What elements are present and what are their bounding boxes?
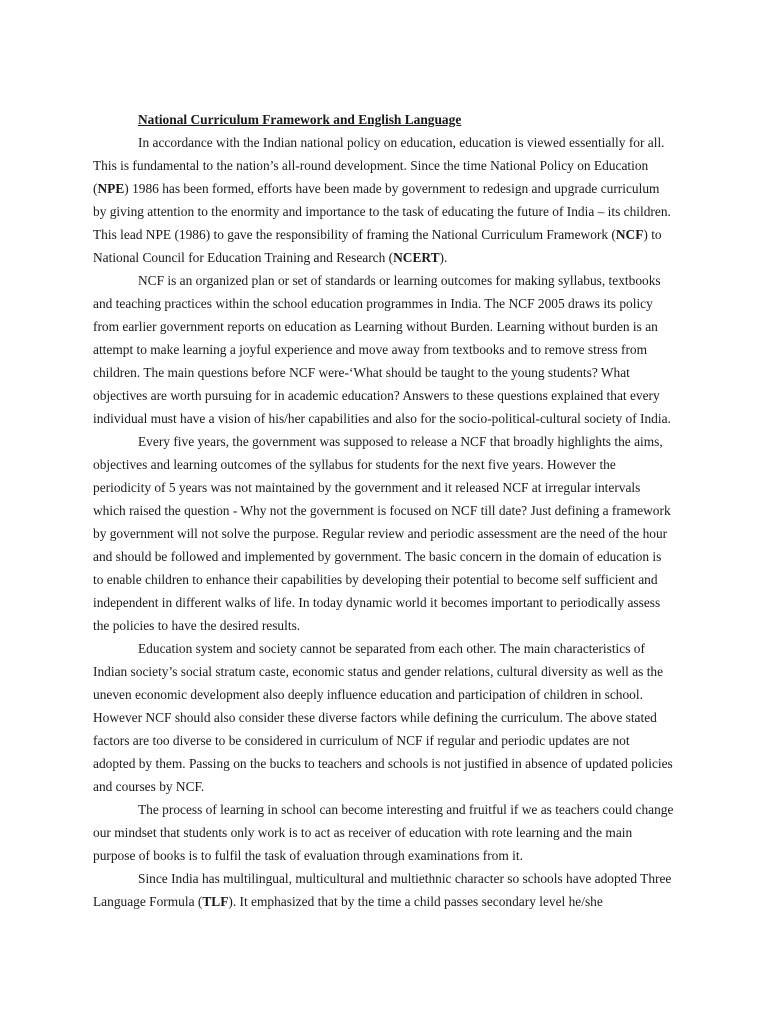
paragraph xyxy=(93,637,675,798)
bold-acronym: NCF xyxy=(615,227,644,242)
paragraph xyxy=(93,867,675,913)
bold-acronym: TLF xyxy=(202,894,229,909)
text-run: Education system and society cannot be separated from each other. The main characteristics of Indian society’s social stratum caste, economic status and gender relations, cultural diversity as well as the uneven economic development also deeply influence education and participation of children in school. However NCF should also consider these diverse factors while defining the curriculum. The above stated factors are too diverse to be considered in curriculum of NCF if regular and periodic updates are not adopted by them. Passing on the bucks to teachers and schools is not justified in absence of updated policies and courses by NCF. xyxy=(93,641,673,794)
text-run: ) to National Council for Education Training and Research ( xyxy=(93,227,662,265)
text-run: ). xyxy=(439,250,448,265)
paragraph xyxy=(93,798,675,867)
document-page xyxy=(93,108,675,913)
text-run: Every five years, the government was supposed to release a NCF that broadly highlights the aims, objectives and learning outcomes of the syllabus for students for the next five years. However the periodicity of 5 years was not maintained by the government and it released NCF at irregular intervals which raised the question - Why not the government is focused on NCF till date? Just defining a framework by government will not solve the purpose. Regular review and periodic assessment are the need of the hour and should be followed and implemented by government. The basic concern in the domain of education is to enable children to enhance their capabilities by developing their potential to become self sufficient and independent in different walks of life. In today dynamic world it becomes important to periodically assess the policies to have the desired results. xyxy=(93,434,671,633)
paragraph xyxy=(93,269,675,430)
text-run: NCF is an organized plan or set of standards or learning outcomes for making syllabus, textbooks and teaching practices within the school education programmes in India. The NCF 2005 draws its policy from earlier government reports on education as Learning without Burden. Learning without burden is an attempt to make learning a joyful experience and move away from textbooks and to remove stress from children. The main questions before NCF were-‘What should be taught to the young students? What objectives are worth pursuing for in academic education? Answers to these questions explained that every individual must have a vision of his/her capabilities and also for the socio-political-cultural society of India. xyxy=(93,273,671,426)
paragraph xyxy=(93,131,675,269)
text-run: The process of learning in school can become interesting and fruitful if we as teachers could change our mindset that students only work is to act as receiver of education with rote learning and the main purpose of books is to fulfil the task of evaluation through examinations from it. xyxy=(93,802,674,863)
text-run: Since India has multilingual, multicultural and multiethnic character so schools have adopted Three Language Formula ( xyxy=(93,871,672,909)
document-title: National Curriculum Framework and English Language xyxy=(138,112,462,127)
text-run: In accordance with the Indian national policy on education, education is viewed essentially for all. This is fundamental to the nation’s all-round development. Since the time National Policy on Education ( xyxy=(93,135,665,196)
document-body xyxy=(93,131,675,913)
paragraph xyxy=(93,430,675,637)
text-run: ) 1986 has been formed, efforts have been made by government to redesign and upgrade curriculum by giving attention to the enormity and importance to the task of educating the future of India – its children. This lead NPE (1986) to gave the responsibility of framing the National Curriculum Framework ( xyxy=(93,181,671,242)
bold-acronym: NCERT xyxy=(393,250,440,265)
text-run: ). It emphasized that by the time a child passes secondary level he/she xyxy=(228,894,603,909)
bold-acronym: NPE xyxy=(97,181,125,196)
